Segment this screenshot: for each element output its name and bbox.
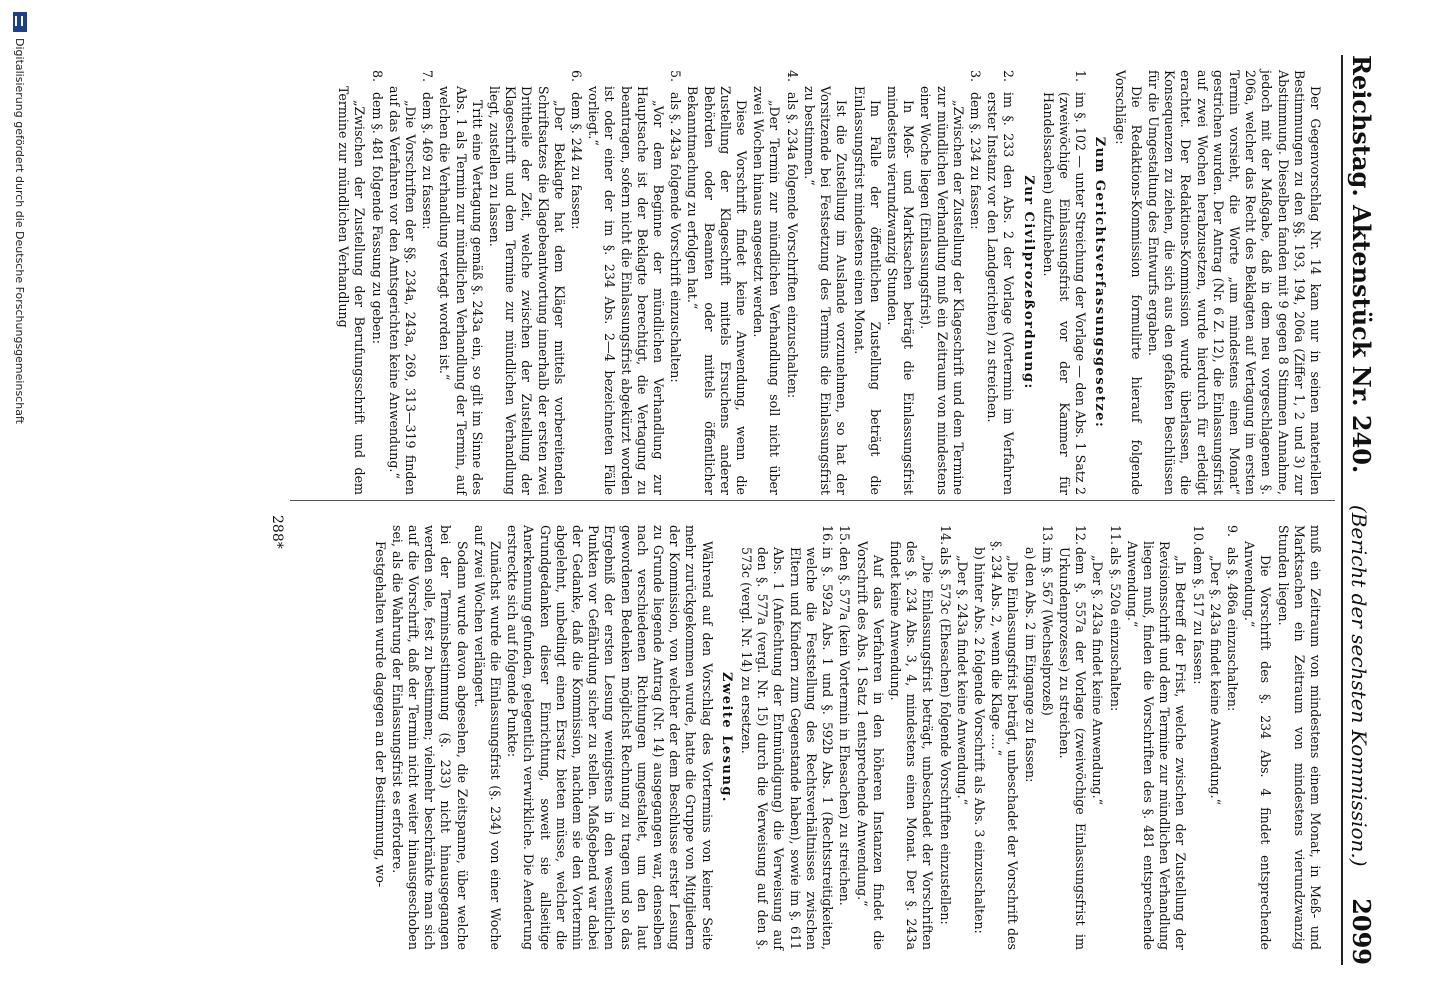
item-number: 11. — [1107, 525, 1123, 546]
section-heading: Zweite Lesung. — [718, 672, 734, 803]
item-text: im §. 102 — unter Streichung der Vorlage — den Abs. 1 Satz 2 (zweiwöchige Einlassungsfrist vor der Kammer für Handelssachen) aufzuheben. — [1040, 92, 1089, 495]
item-number: 4. — [784, 70, 800, 83]
item-text: dem §. 469 zu fassen: — [420, 92, 436, 230]
item-text: als §. 234a folgende Vorschriften einzuschalten: — [784, 92, 800, 399]
footer-text: Digitalisierung gefördert durch die Deutsche Forschungsgemeinschaft — [13, 38, 27, 424]
paragraph: Sodann wurde davon abgesehen, die Zeitspanne, über welche bei der Terminsbestimmung (§. 233) nicht hinausgegangen werden solle, fest zu bestimmen; vielmehr beschränkte man sich auf die Vorschrift, daß der Termin nicht weiter hinausgeschoben sei, als die Wahrung der Einlassungsfrist es erfordere. — [389, 525, 470, 950]
item-number: 7. — [420, 70, 436, 83]
quote: „Zwischen der Zustellung der Klageschrift und dem Termine zur mündlichen Verhandlung muß ein Zeitraum von mindestens einer Woche liegen (Einlassungsfrist). — [918, 86, 966, 495]
list-item — [784, 70, 800, 495]
quote: Ist die Zustellung im Auslande vorzunehmen, so hat der Vorsitzende bei Festsetzung des Termins die Einlassungsfrist zu bestimmen.“ — [801, 86, 850, 495]
paragraph: muß ein Zeitraum von mindestens einem Monat, in Meß- und Marktsachen ein Zeitraum von mindestens vierundzwanzig Stunden liegen. — [1275, 525, 1323, 950]
page-header — [1347, 55, 1397, 965]
quote: „Die Einlassungsfrist beträgt, unbeschadet der Vorschrift des §. 234 Abs. 2, wenn die Klage ....“ — [989, 541, 1021, 950]
section-heading: Zur Civilprozeßordnung: — [1020, 175, 1036, 390]
list-item — [667, 70, 683, 495]
header-rule — [1341, 55, 1343, 965]
quote: Auf das Verfahren in den höheren Instanzen findet die Vorschrift des Abs. 1 Satz 1 entsprechende Anwendung.“ — [854, 541, 886, 950]
quote: „Vor dem Beginne der mündlichen Verhandlung zur Hauptsache ist der Beklagte berechtigt, die Vertagung zu beantragen, sofern nicht die Einlassungsfrist abgekürzt worden ist oder einer der im §. 234 Abs. 2—4 bezeichneten Fälle vorliegt.“ — [586, 86, 667, 495]
sub-item-letter: b) — [971, 547, 987, 560]
item-text: in §. 592a Abs. 1 und §. 592b Abs. 1 (Rechtsstreitigkeiten, welche die Feststellung des Rechtsverhältnisses zwischen Eltern und Kindern zum Gegenstande haben), sowie im §. 611 Abs. 1 (Anfechtung der Entmündigung) die Verweisung auf den §. 577a (vergl. Nr. 15) durch die Verweisung auf den §. 573c (vergl. Nr. 14) zu ersetzen. — [739, 547, 836, 950]
list-item — [1039, 525, 1055, 950]
dfg-logo-icon — [13, 12, 27, 32]
sub-item-letter: a) — [1022, 547, 1038, 560]
paragraph: Die Redaktions-Kommission formulirte hierauf folgende Vorschläge: — [1112, 70, 1144, 495]
header-left: Reichstag. Aktenstück Nr. 240. — [1347, 55, 1376, 474]
item-number: 14. — [937, 525, 953, 546]
list-item — [1224, 525, 1240, 950]
item-text: dem §. 517 zu fassen: — [1190, 547, 1206, 685]
item-text: im §. 567 (Wechselprozeß) — [1039, 547, 1055, 716]
sub-item-text: hinter Abs. 2 folgende Vorschrift als Abs. 3 einzuschalten: — [971, 563, 987, 934]
item-text: im §. 233 den Abs. 2 der Vorlage (Vortermin im Verfahren erster Instanz vor den Landgerichten) zu streichen. — [985, 92, 1017, 495]
quote: „Zwischen der Zustellung der Berufungsschrift und dem Termine zur mündlichen Verhandlung — [336, 86, 368, 495]
quote: In Meß- und Marktsachen beträgt die Einlassungsfrist mindestens vierundzwanzig Stunden. — [884, 86, 917, 495]
paragraph: Zunächst wurde die Einlassungsfrist (§. 234) von einer Woche auf zwei Wochen verlängert. — [471, 525, 504, 950]
quote: Tritt eine Vertagung gemäß §. 243a ein, so gilt im Sinne des Abs. 1 als Termin zur mündlichen Verhandlung der Termin, auf welchen die Verhandlung vertagt worden ist.“ — [437, 86, 485, 495]
item-number: 13. — [1039, 525, 1055, 546]
item-number: 9. — [1224, 525, 1240, 538]
item-text: dem §. 234 zu fassen: — [967, 92, 983, 230]
item-number: 8. — [369, 70, 385, 83]
item-text: als §. 520a einzuschalten: — [1107, 547, 1123, 712]
page-number: 2099 — [1347, 898, 1376, 965]
list-item — [419, 70, 435, 495]
column-divider — [290, 500, 1335, 501]
list-item — [836, 525, 852, 950]
quote: „Der §. 243a findet keine Anwendung.“ — [954, 555, 970, 806]
list-item — [984, 70, 1016, 495]
list-item — [1056, 525, 1088, 950]
item-text: dem §. 481 folgende Fassung zu geben: — [369, 92, 385, 344]
left-column — [334, 70, 1323, 495]
list-item — [1106, 525, 1122, 950]
list-item — [936, 525, 952, 950]
item-number: 16. — [820, 525, 836, 546]
right-column — [370, 525, 1323, 950]
quote: „Der §. 243a findet keine Anwendung.“ — [1090, 555, 1106, 806]
list-item — [368, 70, 384, 495]
item-text: dem §. 244 zu fassen: — [569, 92, 585, 230]
sub-item — [1021, 547, 1037, 950]
paragraph: Während auf den Vorschlag des Vortermins von keiner Seite mehr zurückgekommen wurde, hatte die Gruppe von Mitgliedern der Kommission, von welcher der dem Beschlusse erster Lesung zu Grunde liegende Antrag (Nr. 14) ausgegangen war, denselben nach verschiedenen Richtungen umgestaltet, um den laut gewordenen Bedenken möglichst Rechnung zu tragen und so das Ergebniß der ersten Lesung wenigstens in den wesentlichen Punkten vor Gefährdung sicher zu stellen. Maßgebend war dabei der Gedanke, daß die Kommission, nachdem sie den Vortermin abgelehnt, unbedingt einen Ersatz bieten müsse, welcher die Grundgedanken dieser Einrichtung, soweit sie allseitige Anerkennung gefunden, gelegentlich verwirkliche. Die Aenderung erstreckte sich auf folgende Punkte: — [505, 525, 715, 950]
quote: „Die Einlassungsfrist beträgt, unbeschadet der Vorschriften des §. 234 Abs. 3, 4, mindestens einen Monat. Der §. 243a findet keine Anwendung. — [887, 541, 936, 950]
list-item — [967, 70, 983, 495]
sub-item-text: den Abs. 2 im Eingange zu fassen: — [1022, 563, 1038, 783]
quote: Diese Vorschrift findet keine Anwendung, wenn die Zustellung der Klageschrift mittels Ersuchens anderer Behörden oder Beamten oder mittels öffentlicher Bekanntmachung zu erfolgen hat.“ — [685, 86, 750, 495]
sub-item — [971, 547, 987, 950]
item-text: dem §. 557a der Vorlage (zweiwöchige Einlassungsfrist im Urkundenprozesse) zu streichen. — [1056, 547, 1089, 950]
item-text: als §. 486a einzuschalten: — [1224, 547, 1240, 712]
item-number: 3. — [967, 70, 983, 83]
digitization-footer — [0, 0, 40, 1000]
item-text: als §. 243a folgende Vorschrift einzuschalten: — [668, 92, 684, 383]
quote: Die Vorschrift des §. 234 Abs. 4 findet entsprechende Anwendung.“ — [1242, 541, 1274, 950]
quote: „Der Termin zur mündlichen Verhandlung soll nicht über zwei Wochen hinaus angesetzt werden. — [751, 86, 783, 495]
list-item — [738, 525, 835, 950]
item-text: als §. 573c (Ehesachen) folgende Vorschriften einzustellen: — [937, 547, 953, 925]
quote: Im Falle der öffentlichen Zustellung beträgt die Einlassungsfrist mindestens einen Monat. — [851, 86, 883, 495]
quote: „Der Beklagte hat dem Kläger mittels vorbereitenden Schriftsatzes die Klagebeantwortung innerhalb der ersten zwei Drittheile der Zeit, welche zwischen der Zustellung der Klageschrift und dem Termine zur mündlichen Verhandlung liegt, zustellen zu lassen. — [487, 86, 567, 495]
item-number: 1. — [1073, 70, 1089, 83]
quote: „Der §. 243a findet keine Anwendung.“ — [1207, 555, 1223, 806]
item-number: 5. — [668, 70, 684, 83]
list-item — [1189, 525, 1205, 950]
header-middle: (Bericht der sechsten Kommission.) — [1347, 504, 1371, 867]
page-folio: 288* — [269, 515, 285, 549]
paragraph: Festgehalten wurde dagegen an der Bestimmung, wo- — [372, 541, 388, 888]
section-heading: Zum Gerichtsverfassungsgesetze: — [1092, 136, 1108, 429]
item-number: 15. — [837, 525, 853, 546]
quote: „In Betreff der Frist, welche zwischen der Zustellung der Revisionsschrift und dem Termine zur mündlichen Verhandlung liegen muß, finden die Vorschriften des §. 481 entsprechende Anwendung.“ — [1124, 541, 1189, 950]
list-item — [1040, 70, 1089, 495]
list-item — [568, 70, 584, 495]
item-number: 10. — [1190, 525, 1206, 546]
item-number: 2. — [1001, 70, 1017, 83]
item-number: 12. — [1073, 525, 1089, 546]
paragraph: Der Gegenvorschlag Nr. 14 kam nur in seinen materiellen Bestimmungen zu den §§. 193, 194, 206a (Ziffer 1, 2 und 3) zur Abstimmung. Dieselben fanden mit 9 gegen 8 Stimmen Annahme, jedoch mit der Maßgabe, daß in dem neu vorgeschlagenen §. 206a, welcher das Recht des Beklagten auf Vertagung im ersten Termin vorsieht, die Worte „um mindestens einen Monat“ gestrichen wurden. Der Antrag (Nr. 6 Z. 12), die Einlassungsfrist auf zwei Wochen herabzusetzen, wurde hierdurch für erledigt erachtet. Der Redaktions-Kommission wurde überlassen, die Konsequenzen zu ziehen, die sich aus den gefaßten Beschlüssen für die Umgestaltung des Entwurfs ergaben. — [1145, 70, 1323, 495]
item-text: den §. 577a (kein Vortermin in Ehesachen) zu streichen. — [837, 547, 853, 906]
quote: „Die Vorschriften der §§. 234a, 243a, 269, 313—319 finden auf das Verfahren vor den Amtsgerichten keine Anwendung.“ — [386, 86, 419, 495]
item-number: 6. — [569, 70, 585, 83]
